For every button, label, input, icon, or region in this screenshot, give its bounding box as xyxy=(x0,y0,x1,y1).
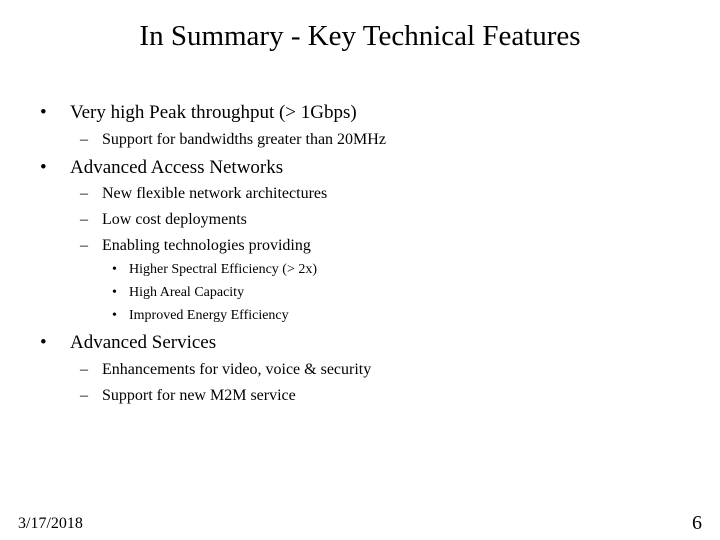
sub-bullet-text: Support for bandwidths greater than 20MHz xyxy=(102,131,386,148)
dash-marker: – xyxy=(80,211,88,228)
dash-marker: – xyxy=(80,237,88,254)
sub-bullet-text: Enhancements for video, voice & security xyxy=(102,361,372,378)
sub-sub-bullet-text: Higher Spectral Efficiency (> 2x) xyxy=(129,262,318,277)
dash-marker: – xyxy=(80,185,88,202)
dash-marker: – xyxy=(80,131,88,148)
sub-bullet-text: Support for new M2M service xyxy=(102,387,296,404)
bullet-marker: • xyxy=(40,332,47,353)
bullet-text: Advanced Services xyxy=(70,332,217,353)
dash-marker: – xyxy=(80,387,88,404)
sub-bullet-text: Low cost deployments xyxy=(102,211,247,228)
sub-bullet-text: New flexible network architectures xyxy=(102,185,328,202)
sub-sub-bullet-text: Improved Energy Efficiency xyxy=(129,308,289,323)
dash-marker: – xyxy=(80,361,88,378)
bullet-marker: • xyxy=(40,102,47,123)
bullet-marker: • xyxy=(112,262,117,277)
bullet-marker: • xyxy=(112,285,117,300)
bullet-text: Very high Peak throughput (> 1Gbps) xyxy=(70,102,357,123)
page-number: 6 xyxy=(692,512,702,534)
slide-title: In Summary - Key Technical Features xyxy=(139,20,581,52)
bullet-text: Advanced Access Networks xyxy=(70,157,284,178)
sub-bullet-text: Enabling technologies providing xyxy=(102,237,311,254)
bullet-marker: • xyxy=(40,157,47,178)
bullet-marker: • xyxy=(112,308,117,323)
footer-date: 3/17/2018 xyxy=(18,515,83,532)
sub-sub-bullet-text: High Areal Capacity xyxy=(129,285,245,300)
